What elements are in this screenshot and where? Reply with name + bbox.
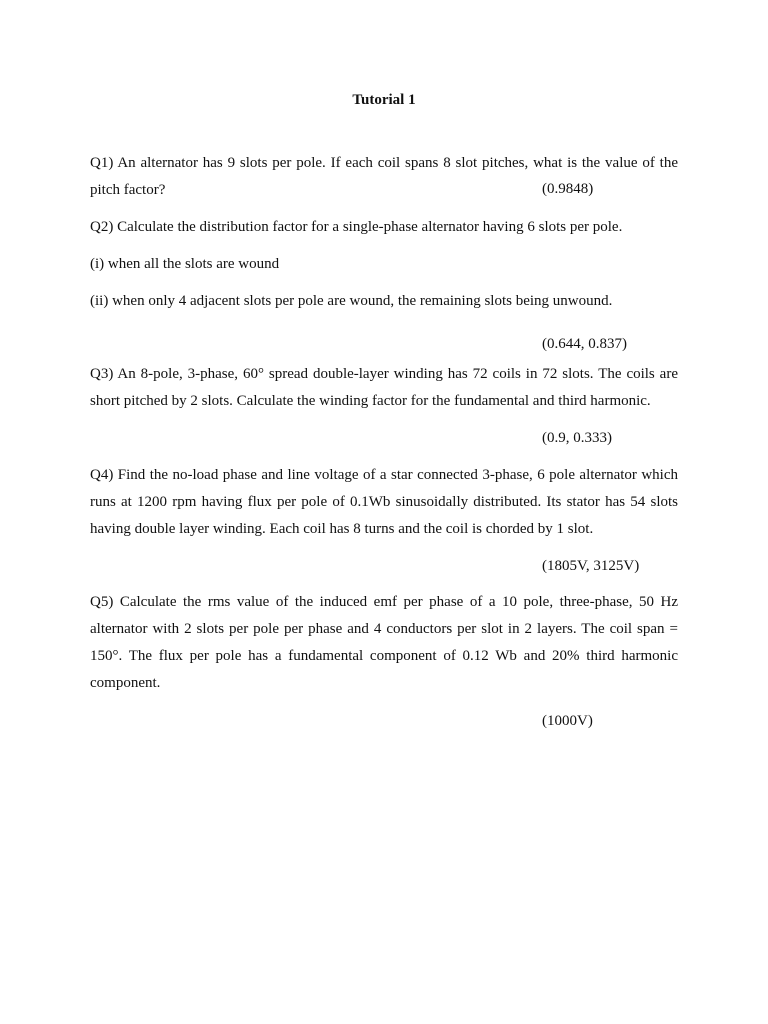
question-3-answer: (0.9, 0.333) — [542, 430, 612, 446]
question-4-text: Q4) Find the no-load phase and line voltage of a star connected 3-phase, 6 pole alternator which runs at 1200 rpm having flux per pole of 0.1Wb sinusoidally distributed. Its stator has 54 slots having double layer winding. Each coil has 8 turns and the coil is chorded by 1 slot. — [90, 467, 678, 537]
question-2-part-ii: (ii) when only 4 adjacent slots per pole are wound, the remaining slots being unwound. — [90, 293, 613, 309]
question-1-text: Q1) An alternator has 9 slots per pole. If each coil spans 8 slot pitches, what is the value of the pitch factor? — [90, 155, 678, 198]
question-2-text: Q2) Calculate the distribution factor for a single-phase alternator having 6 slots per pole. — [90, 219, 623, 235]
question-2-answer: (0.644, 0.837) — [542, 336, 627, 352]
question-2-part-i: (i) when all the slots are wound — [90, 256, 280, 272]
question-3-text: Q3) An 8-pole, 3-phase, 60° spread double-layer winding has 72 coils in 72 slots. The coils are short pitched by 2 slots. Calculate the winding factor for the fundamental and third harmonic. — [90, 366, 678, 409]
question-1-answer: (0.9848) — [542, 181, 594, 197]
question-5-text: Q5) Calculate the rms value of the induced emf per phase of a 10 pole, three-phase, 50 Hz alternator with 2 slots per pole per phase and 4 conductors per slot in 2 layers. The coil span = 150°. The flux per pole has a fundamental component of 0.12 Wb and 20% third harmonic component. — [90, 594, 678, 691]
page-title: Tutorial 1 — [352, 92, 416, 108]
question-4-answer: (1805V, 3125V) — [542, 558, 640, 574]
question-5-answer: (1000V) — [542, 713, 593, 729]
